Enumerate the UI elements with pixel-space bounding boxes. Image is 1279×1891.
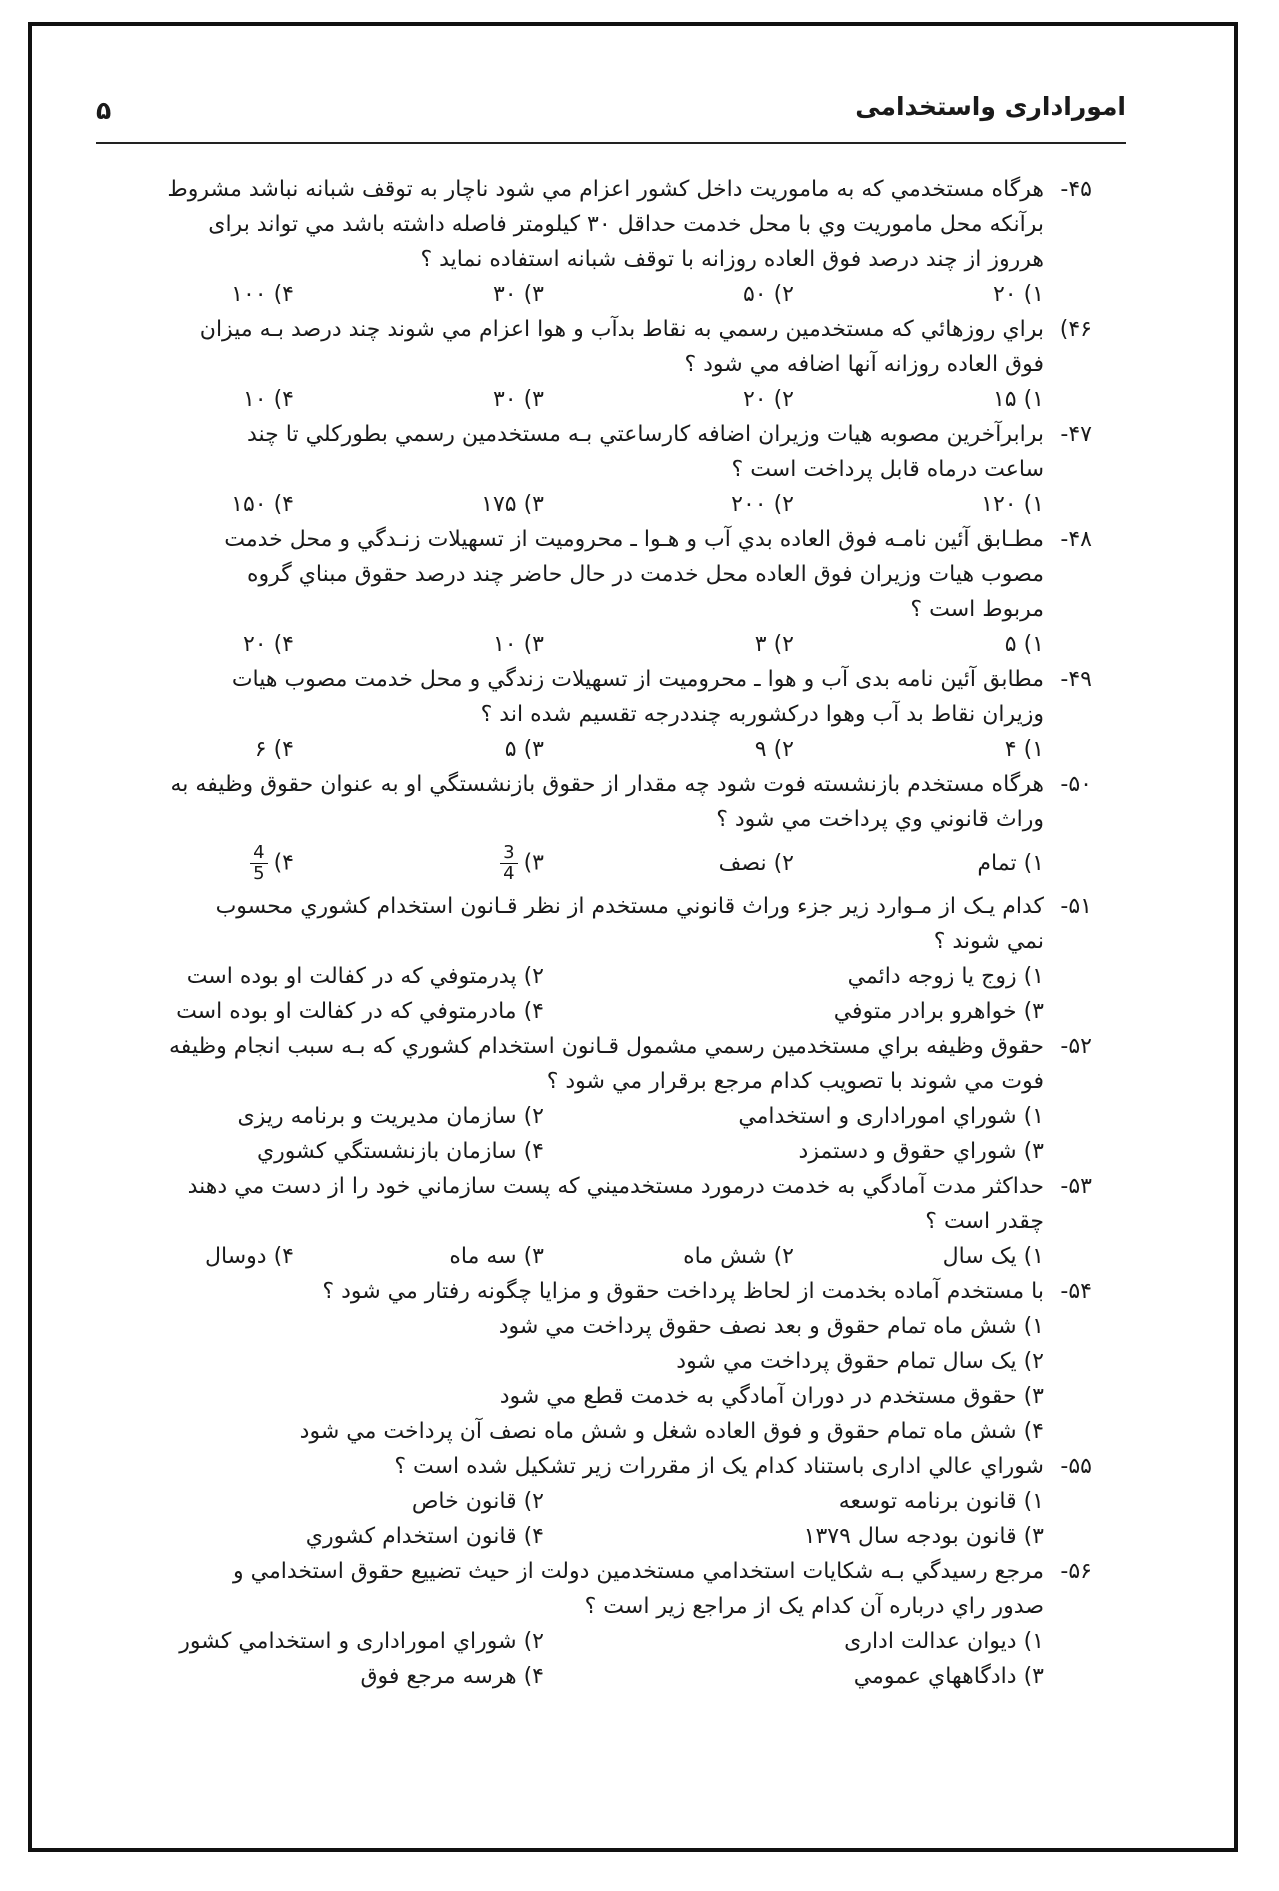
- option: ۲) ۹: [754, 737, 794, 762]
- question-number: ۴۸-: [1060, 527, 1092, 552]
- question-line: [92, 417, 1092, 452]
- questions-list: [92, 172, 1092, 1694]
- question-text: حداكثر مدت آمادگي به خدمت درمورد مستخدميني كه پست سازماني خود را از دست مي دهند: [187, 1174, 1044, 1199]
- option: ۲) ۳: [754, 632, 794, 657]
- option: ۱) يک سال: [942, 1244, 1044, 1269]
- question-line: [92, 312, 1092, 347]
- options-grid: [92, 959, 1092, 1029]
- question-51: [92, 889, 1092, 1029]
- option: ۴) دوسال: [205, 1244, 294, 1269]
- option: ۲) ۲۰۰: [731, 492, 794, 517]
- question-text: هرگاه مستخدم بازنشسته فوت شود چه مقدار از حقوق بازنشستگي او به عنوان حقوق وظيفه به: [170, 772, 1044, 797]
- question-line: هرروز از چند درصد فوق العاده روزانه با توقف شبانه استفاده نمايد ؟: [420, 247, 1044, 272]
- question-47: [92, 417, 1092, 522]
- options-row: [92, 277, 1092, 312]
- option: ۱) ۱۵: [992, 387, 1044, 412]
- option: ۱) ۱۲۰: [981, 492, 1044, 517]
- option: ۳) قانون بودجه سال ۱۳۷۹: [803, 1524, 1044, 1549]
- option: ۳) ۵: [504, 737, 544, 762]
- question-text: براي روزهائي كه مستخدمين رسمي به نقاط بدآب و هوا اعزام مي شوند چند درصد بـه ميزان: [199, 317, 1044, 342]
- option: ۲) نصف: [718, 850, 794, 876]
- option: ۳) حقوق مستخدم در دوران آمادگي به خدمت قطع مي شود: [499, 1384, 1044, 1409]
- question-text: برابرآخرين مصوبه هيات وزيران اضافه كارساعتي بـه مستخدمين رسمي بطوركلي تا چند: [246, 422, 1044, 447]
- fraction-numerator: 4: [250, 843, 267, 864]
- option: ۲) پدرمتوفي كه در كفالت او بوده است: [186, 964, 544, 989]
- option: ۳) ۱۷۵: [481, 492, 544, 517]
- option: ۲) شوراي امورادارى و استخدامي كشور: [179, 1629, 544, 1654]
- question-line: فوت مي شوند با تصويب كدام مرجع برقرار مي شود ؟: [546, 1069, 1044, 1094]
- option: ۴) سازمان بازنشستگي كشوري: [256, 1139, 544, 1164]
- fraction: [250, 843, 267, 884]
- question-line: [92, 1274, 1092, 1309]
- page-header: [96, 92, 1126, 144]
- option: ۱) شوراي امورادارى و استخدامي: [738, 1104, 1044, 1129]
- question-number: ۵۶-: [1060, 1559, 1092, 1584]
- option: ۲) ۵۰: [742, 282, 794, 307]
- option: ۳) سه ماه: [449, 1244, 544, 1269]
- question-number: ۵۵-: [1060, 1454, 1092, 1479]
- question-line: [92, 1449, 1092, 1484]
- option: ۱) ۵: [1004, 632, 1044, 657]
- page-number: ۵: [96, 96, 112, 125]
- fraction-denominator: 5: [253, 862, 265, 884]
- question-number: ۴۶): [1059, 317, 1092, 342]
- question-line: مربوط است ؟: [910, 597, 1044, 622]
- question-49: [92, 662, 1092, 767]
- option: ۴) ۱۰۰: [231, 282, 294, 307]
- options-list: [92, 1309, 1092, 1449]
- question-line: صدور راي درباره آن كدام يک از مراجع زير است ؟: [584, 1594, 1044, 1619]
- option: ۴) قانون استخدام كشوري: [305, 1524, 544, 1549]
- question-line: چقدر است ؟: [925, 1209, 1044, 1234]
- question-text: شوراي عالي ادارى باستناد كدام يک از مقررات زير تشكيل شده است ؟: [394, 1454, 1044, 1479]
- question-54: [92, 1274, 1092, 1449]
- question-line: برآنكه محل ماموريت وي با محل خدمت حداقل ۳۰ كيلومتر فاصله داشته باشد مي تواند براى: [208, 212, 1044, 237]
- option: ۴) ۲۰: [242, 632, 294, 657]
- question-48: [92, 522, 1092, 662]
- header-title: امورادارى واستخدامى: [855, 92, 1126, 121]
- question-line: وزيران نقاط بد آب وهوا دركشوربه چنددرجه تقسيم شده اند ؟: [480, 702, 1044, 727]
- options-row: [92, 1239, 1092, 1274]
- question-text: مرجع رسيدگي بـه شكايات استخدامي مستخدمين دولت از حيث تضييع حقوق استخدامي و: [233, 1559, 1044, 1584]
- question-number: ۵۴-: [1060, 1279, 1092, 1304]
- question-line: [92, 889, 1092, 924]
- options-grid: [92, 1484, 1092, 1554]
- question-line: [92, 172, 1092, 207]
- option: ۴) مادرمتوفي كه در كفالت او بوده است: [176, 999, 544, 1024]
- fraction-numerator: 3: [500, 843, 517, 864]
- option: ۳) دادگاههاي عمومي: [853, 1664, 1044, 1689]
- question-line: ساعت درماه قابل پرداخت است ؟: [731, 457, 1044, 482]
- option: ۴) ۱۰: [242, 387, 294, 412]
- question-line: مصوب هيات وزيران فوق العاده محل خدمت در حال حاضر چند درصد حقوق مبناي گروه: [246, 562, 1044, 587]
- question-46: [92, 312, 1092, 417]
- question-line: نمي شوند ؟: [933, 929, 1044, 954]
- option: ۱) تمام: [977, 850, 1044, 876]
- option: ۳) ۳۰: [492, 282, 544, 307]
- question-line: [92, 522, 1092, 557]
- question-text: مطـابق آئين نامـه فوق العاده بدي آب و هـوا ـ محروميت از تسهيلات زنـدگي و محل خدمت: [224, 527, 1044, 552]
- question-53: [92, 1169, 1092, 1274]
- option: ۴) هرسه مرجع فوق: [360, 1664, 544, 1689]
- option: ۳) خواهرو برادر متوفي: [833, 999, 1044, 1024]
- question-number: ۵۳-: [1060, 1174, 1092, 1199]
- question-text: حقوق وظيفه براي مستخدمين رسمي مشمول قـانون استخدام كشوري كه بـه سبب انجام وظيفه: [169, 1034, 1044, 1059]
- question-number: ۴۹-: [1060, 667, 1092, 692]
- option: ۲) شش ماه: [683, 1244, 794, 1269]
- question-number: ۴۵-: [1060, 177, 1092, 202]
- question-55: [92, 1449, 1092, 1554]
- options-row: [92, 837, 1092, 889]
- option: ۴) ۶: [254, 737, 294, 762]
- question-number: ۵۲-: [1060, 1034, 1092, 1059]
- question-line: [92, 1029, 1092, 1064]
- question-50: [92, 767, 1092, 889]
- question-56: [92, 1554, 1092, 1694]
- options-row: [92, 732, 1092, 767]
- question-line: فوق العاده روزانه آنها اضافه مي شود ؟: [684, 352, 1044, 377]
- option-label: ۴): [273, 850, 294, 875]
- options-grid: [92, 1624, 1092, 1694]
- fraction: [500, 843, 517, 884]
- question-number: ۴۷-: [1060, 422, 1092, 447]
- question-line: [92, 767, 1092, 802]
- option: ۱) زوج يا زوجه دائمي: [847, 964, 1044, 989]
- question-line: [92, 662, 1092, 697]
- question-text: كدام يـک از مـوارد زير جزء وراث قانوني مستخدم از نظر قـانون استخدام كشوري محسوب: [215, 894, 1044, 919]
- option: ۴) شش ماه تمام حقوق و فوق العاده شغل و شش ماه نصف آن پرداخت مي شود: [299, 1419, 1044, 1444]
- question-52: [92, 1029, 1092, 1169]
- question-text: با مستخدم آماده بخدمت از لحاظ پرداخت حقوق و مزايا چگونه رفتار مي شود ؟: [322, 1279, 1044, 1304]
- option-label: ۳): [523, 850, 544, 875]
- options-row: [92, 382, 1092, 417]
- question-line: وراث قانوني وي پرداخت مي شود ؟: [716, 807, 1044, 832]
- option-fraction: [92, 843, 342, 884]
- options-grid: [92, 1099, 1092, 1169]
- option: ۱) قانون برنامه توسعه: [838, 1489, 1044, 1514]
- option: ۲) سازمان مديريت و برنامه ريزى: [237, 1104, 544, 1129]
- options-row: [92, 627, 1092, 662]
- option: ۱) شش ماه تمام حقوق و بعد نصف حقوق پرداخت مي شود: [498, 1314, 1044, 1339]
- option: ۱) ۲۰: [992, 282, 1044, 307]
- option: ۱) ۴: [1004, 737, 1044, 762]
- question-text: مطابق آئين نامه بدى آب و هوا ـ محروميت از تسهيلات زندگي و محل خدمت مصوب هيات: [231, 667, 1044, 692]
- option: ۲) قانون خاص: [411, 1489, 544, 1514]
- option-fraction: [342, 843, 592, 884]
- question-line: [92, 1169, 1092, 1204]
- question-line: [92, 1554, 1092, 1589]
- question-number: ۵۰-: [1060, 772, 1092, 797]
- option: ۲) ۲۰: [742, 387, 794, 412]
- option: ۴) ۱۵۰: [231, 492, 294, 517]
- question-number: ۵۱-: [1060, 894, 1092, 919]
- option: ۱) ديوان عدالت ادارى: [844, 1629, 1044, 1654]
- options-row: [92, 487, 1092, 522]
- option: ۳) شوراي حقوق و دستمزد: [798, 1139, 1044, 1164]
- question-45: [92, 172, 1092, 312]
- option: ۳) ۳۰: [492, 387, 544, 412]
- question-text: هرگاه مستخدمي كه به ماموريت داخل كشور اعزام مي شود ناچار به توقف شبانه نباشد مشروط: [167, 177, 1044, 202]
- fraction-denominator: 4: [503, 862, 515, 884]
- option: ۲) يک سال تمام حقوق پرداخت مي شود: [676, 1349, 1044, 1374]
- option: ۳) ۱۰: [492, 632, 544, 657]
